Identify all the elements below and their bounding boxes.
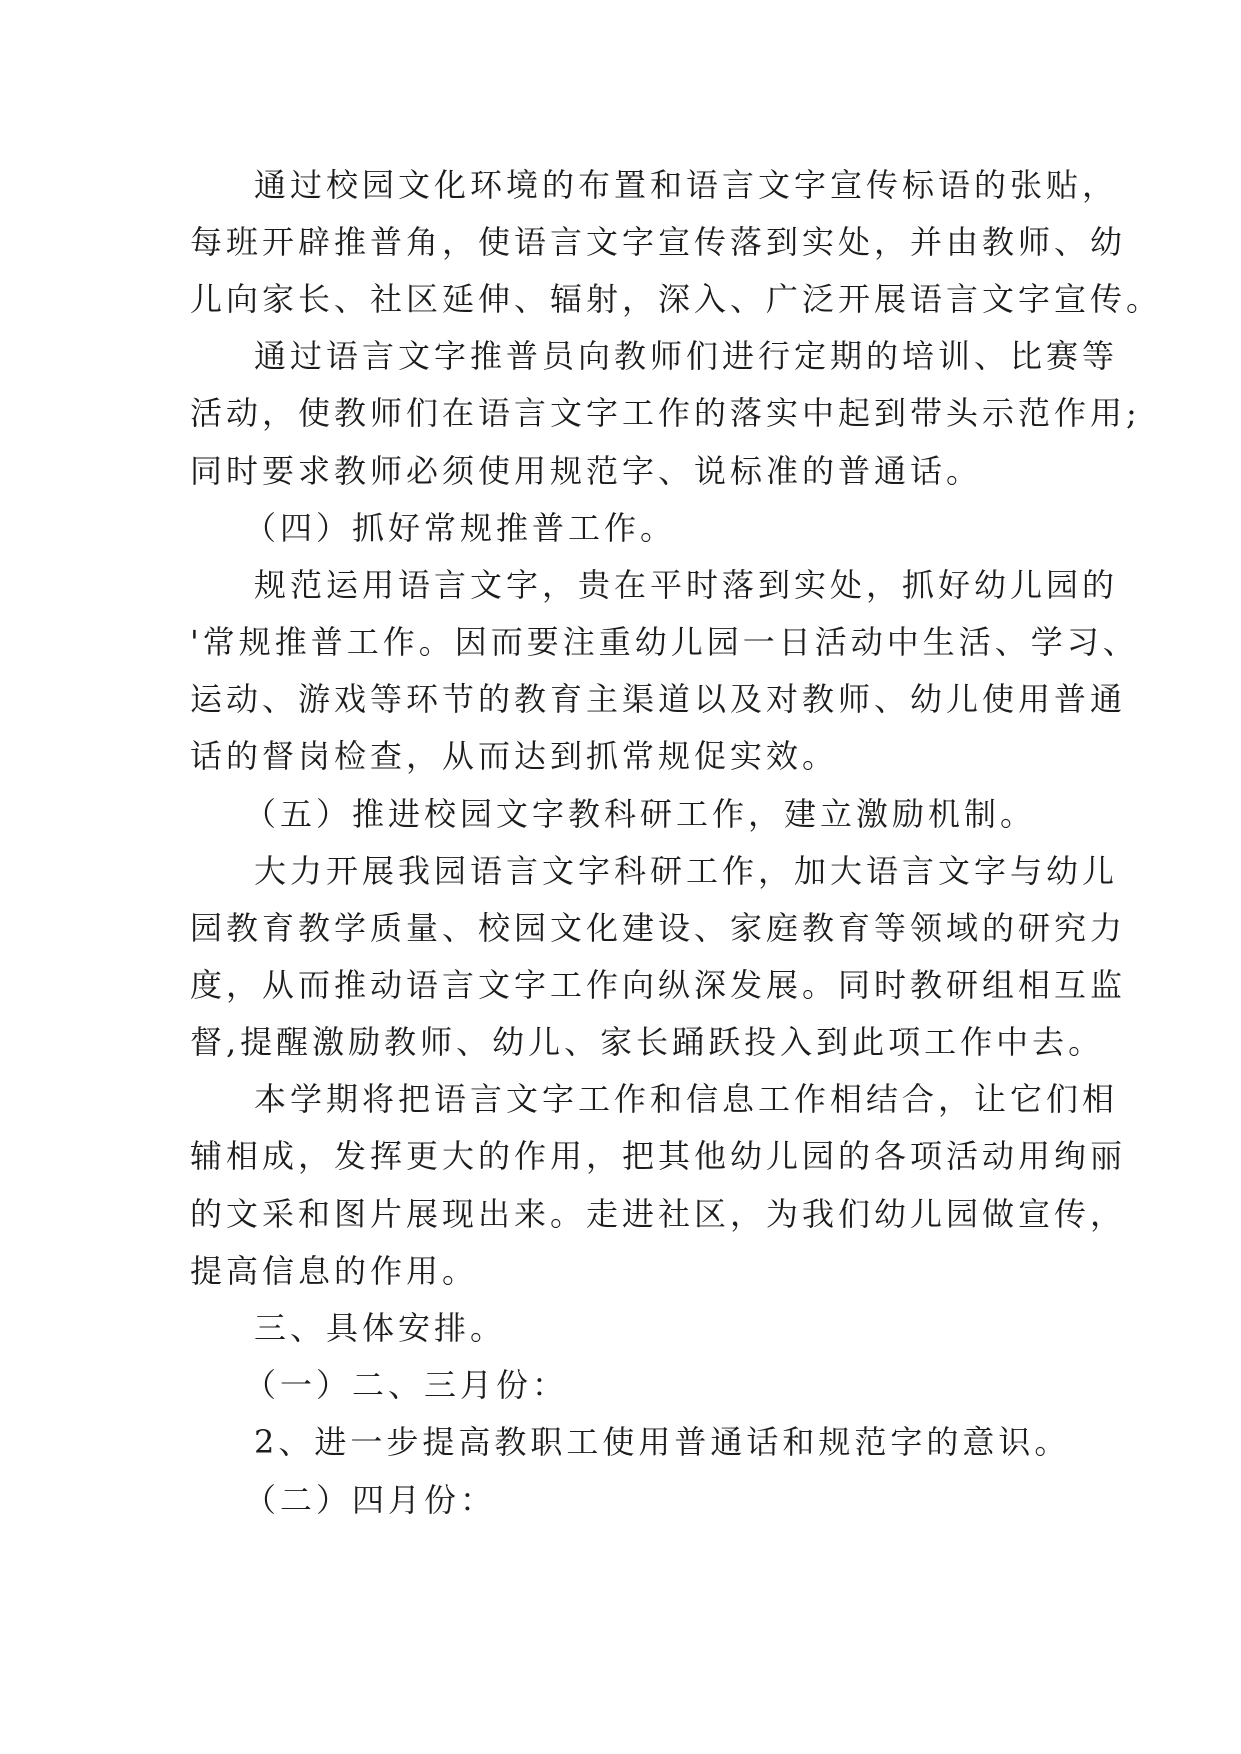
text-line: 同时要求教师必须使用规范字、说标准的普通话。 <box>190 452 983 490</box>
text-line: 园教育教学质量、校园文化建设、家庭教育等领域的研究力 <box>190 909 1127 947</box>
section-heading: （五）推进校园文字教科研工作，建立激励机制。 <box>244 795 1037 833</box>
text-line: 通过校园文化环境的布置和语言文字宣传标语的张贴， <box>254 166 1119 204</box>
text-line: 话的督岗检查，从而达到抓常规促实效。 <box>190 737 839 775</box>
text-line: 2、进一步提高教职工使用普通话和规范字的意识。 <box>254 1423 1071 1461</box>
text-line: 儿向家长、社区延伸、辐射，深入、广泛开展语言文字宣传。 <box>190 280 1163 318</box>
text-line: 通过语言文字推普员向教师们进行定期的培训、比赛等 <box>254 337 1119 375</box>
text-line: 督,提醒激励教师、幼儿、家长踊跃投入到此项工作中去。 <box>190 1023 1105 1061</box>
section-heading: 三、具体安排。 <box>254 1309 507 1347</box>
text-line: '常规推普工作。因而要注重幼儿园一日活动中生活、学习、 <box>190 623 1139 661</box>
text-line: 活动，使教师们在语言文字工作的落实中起到带头示范作用; <box>190 394 1141 432</box>
text-line: 度，从而推动语言文字工作向纵深发展。同时教研组相互监 <box>190 966 1127 1004</box>
section-heading: （四）抓好常规推普工作。 <box>244 509 677 547</box>
text-line: 大力开展我园语言文字科研工作，加大语言文字与幼儿 <box>254 852 1119 890</box>
text-line: 辅相成，发挥更大的作用，把其他幼儿园的各项活动用绚丽 <box>190 1137 1127 1175</box>
text-line: 的文采和图片展现出来。走进社区，为我们幼儿园做宣传， <box>190 1195 1127 1233</box>
text-line: 提高信息的作用。 <box>190 1252 479 1290</box>
text-line: 运动、游戏等环节的教育主渠道以及对教师、幼儿使用普通 <box>190 680 1127 718</box>
section-heading: （二）四月份： <box>244 1481 497 1519</box>
text-line: 每班开辟推普角，使语言文字宣传落到实处，并由教师、幼 <box>190 223 1127 261</box>
text-line: 规范运用语言文字，贵在平时落到实处，抓好幼儿园的 <box>254 566 1119 604</box>
section-heading: （一）二、三月份： <box>244 1366 569 1404</box>
text-line: 本学期将把语言文字工作和信息工作相结合，让它们相 <box>254 1080 1119 1118</box>
